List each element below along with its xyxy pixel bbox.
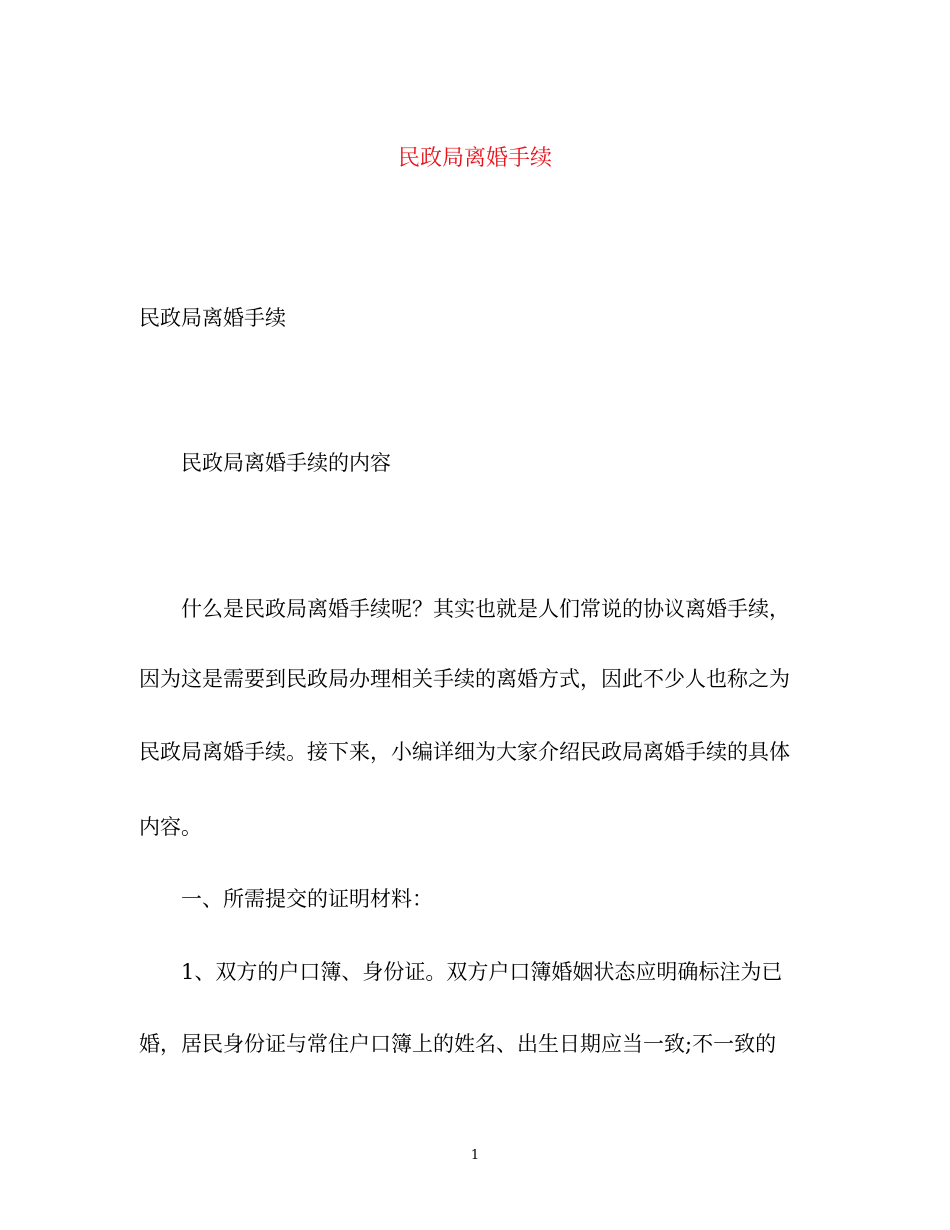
list-item-line: 婚，居民身份证与常住户口簿上的姓名、出生日期应当一致;不一致的 — [139, 1032, 777, 1056]
paragraph-line: 内容。 — [139, 815, 202, 839]
section-heading: 一、所需提交的证明材料： — [181, 887, 433, 911]
paragraph-line: 因为这是需要到民政局办理相关手续的离婚方式，因此不少人也称之为 — [139, 667, 790, 691]
paragraph-line: 什么是民政局离婚手续呢？其实也就是人们常说的协议离婚手续， — [181, 597, 790, 621]
document-subheading: 民政局离婚手续的内容 — [181, 451, 391, 475]
paragraph-line: 民政局离婚手续。接下来，小编详细为大家介绍民政局离婚手续的具体 — [139, 740, 790, 764]
document-heading: 民政局离婚手续 — [139, 306, 286, 330]
document-title: 民政局离婚手续 — [397, 146, 552, 171]
list-item-line: 1、双方的户口簿、身份证。双方户口簿婚姻状态应明确标注为已 — [181, 960, 783, 984]
page-number: 1 — [470, 1148, 480, 1163]
